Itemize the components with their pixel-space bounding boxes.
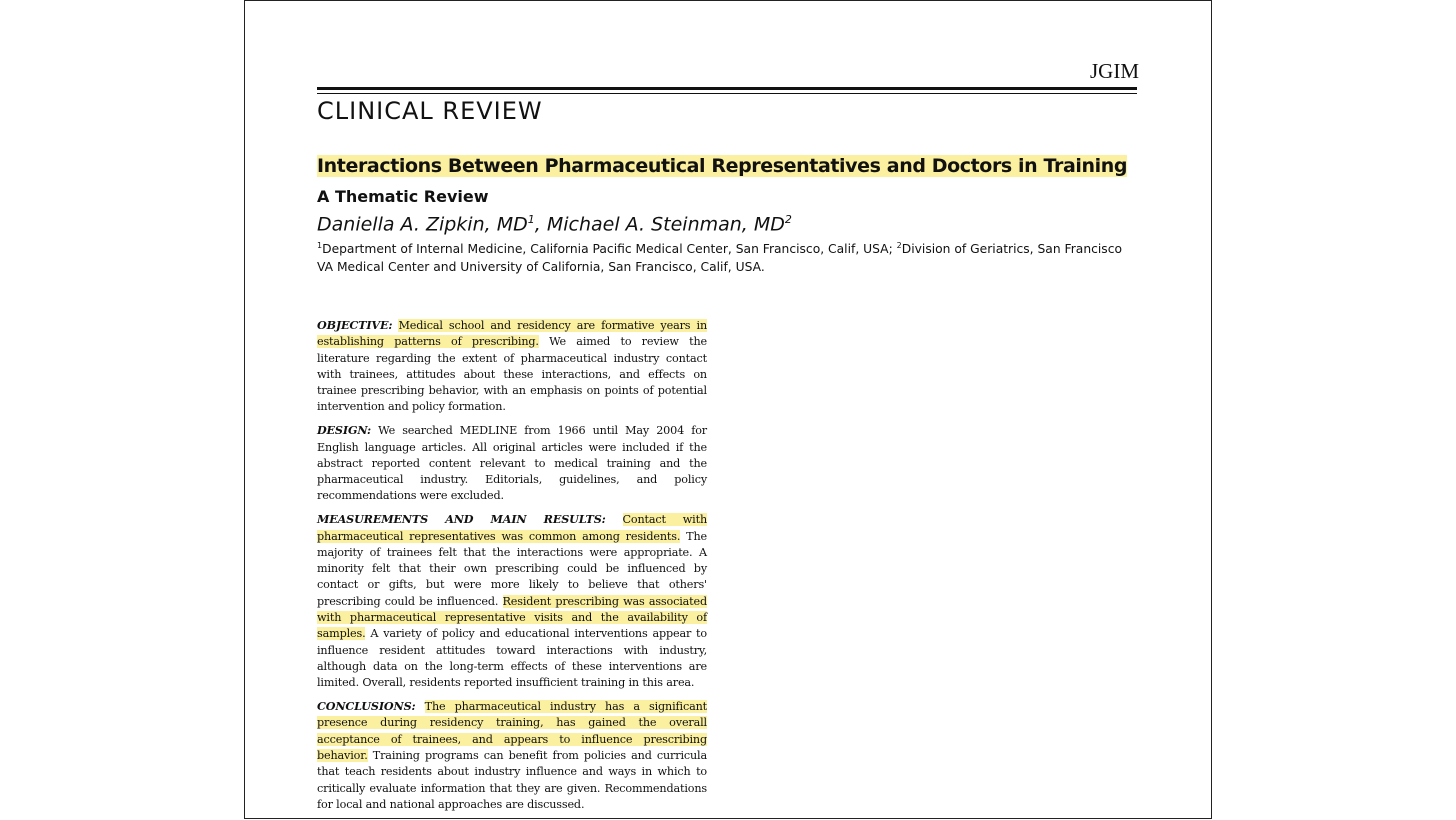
author-list [317, 213, 792, 235]
results-highlight-2: Resident prescribing was associated with pharmaceutical representative visits and the availability of samples. [317, 594, 707, 641]
author-2: Michael A. Steinman, MD [546, 213, 785, 236]
affil-1-mark: 1 [317, 241, 323, 250]
section-heading: CLINICAL REVIEW [317, 97, 543, 125]
author-1-affil-mark: 1 [527, 213, 535, 226]
abstract-design [317, 422, 707, 504]
abstract-results [317, 511, 707, 691]
results-text-2: A variety of policy and educational interventions appear to influence resident attitudes toward interactions with industry, although data on the long-term effects of these interventions are limited. Overall, residents reported insufficient training in this area. [317, 627, 707, 690]
affil-2-text: Division of Geriatrics, San Francisco VA Medical Center and University of California, San Francisco, Calif, USA. [317, 242, 1122, 275]
header-rule-thin [317, 93, 1137, 94]
objective-highlight: Medical school and residency are formative years in establishing patterns of prescribing. [317, 319, 708, 349]
design-label: DESIGN: [317, 423, 372, 438]
results-highlight-1: Contact with pharmaceutical representatives was common among residents. [317, 513, 707, 543]
author-separator: , [534, 213, 547, 236]
header-rule-thick [317, 87, 1137, 90]
affiliations [317, 237, 1137, 276]
objective-text: We aimed to review the literature regarding the extent of pharmaceutical industry contact with trainees, attitudes about these interactions, and effects on trainee prescribing behavior, with an emphasis on points of potential intervention and policy formation. [317, 335, 707, 414]
author-1: Daniella A. Zipkin, MD [317, 213, 528, 236]
paper-page [244, 0, 1212, 819]
abstract-conclusions [317, 698, 707, 813]
conclusions-highlight: The pharmaceutical industry has a significant presence during residency training, has gained the overall acceptance of trainees, and appears to influence prescribing behavior. [317, 700, 707, 762]
article-title [317, 155, 1127, 177]
conclusions-label: CONCLUSIONS: [317, 699, 416, 714]
objective-label: OBJECTIVE: [317, 318, 393, 332]
affil-2-mark: 2 [896, 241, 902, 250]
author-2-affil-mark: 2 [784, 213, 792, 226]
abstract-objective [317, 317, 707, 416]
design-text: We searched MEDLINE from 1966 until May 2004 for English language articles. All original articles were included if the abstract reported content relevant to medical training and the pharmaceutical industry. Editorials, guidelines, and policy recommendations were excluded. [317, 424, 707, 503]
article-subtitle: A Thematic Review [317, 187, 489, 206]
conclusions-text: Training programs can benefit from policies and curricula that teach residents about industry influence and ways in which to critically evaluate information that they are given. Recommendations for local and national approaches are discussed. [317, 748, 707, 811]
results-label: MEASUREMENTS AND MAIN RESULTS: [317, 512, 606, 527]
journal-name: JGIM [1090, 59, 1140, 83]
affil-1-text: Department of Internal Medicine, California Pacific Medical Center, San Francisco, Calif, USA; [322, 242, 897, 257]
abstract [317, 317, 707, 820]
results-text-1: The majority of trainees felt that the interactions were appropriate. A minority felt that their own prescribing could be influenced by contact or gifts, but were more likely to believe that others' prescribing could be influenced. [317, 529, 708, 608]
article-title-highlight: Interactions Between Pharmaceutical Representatives and Doctors in Training [317, 155, 1128, 177]
